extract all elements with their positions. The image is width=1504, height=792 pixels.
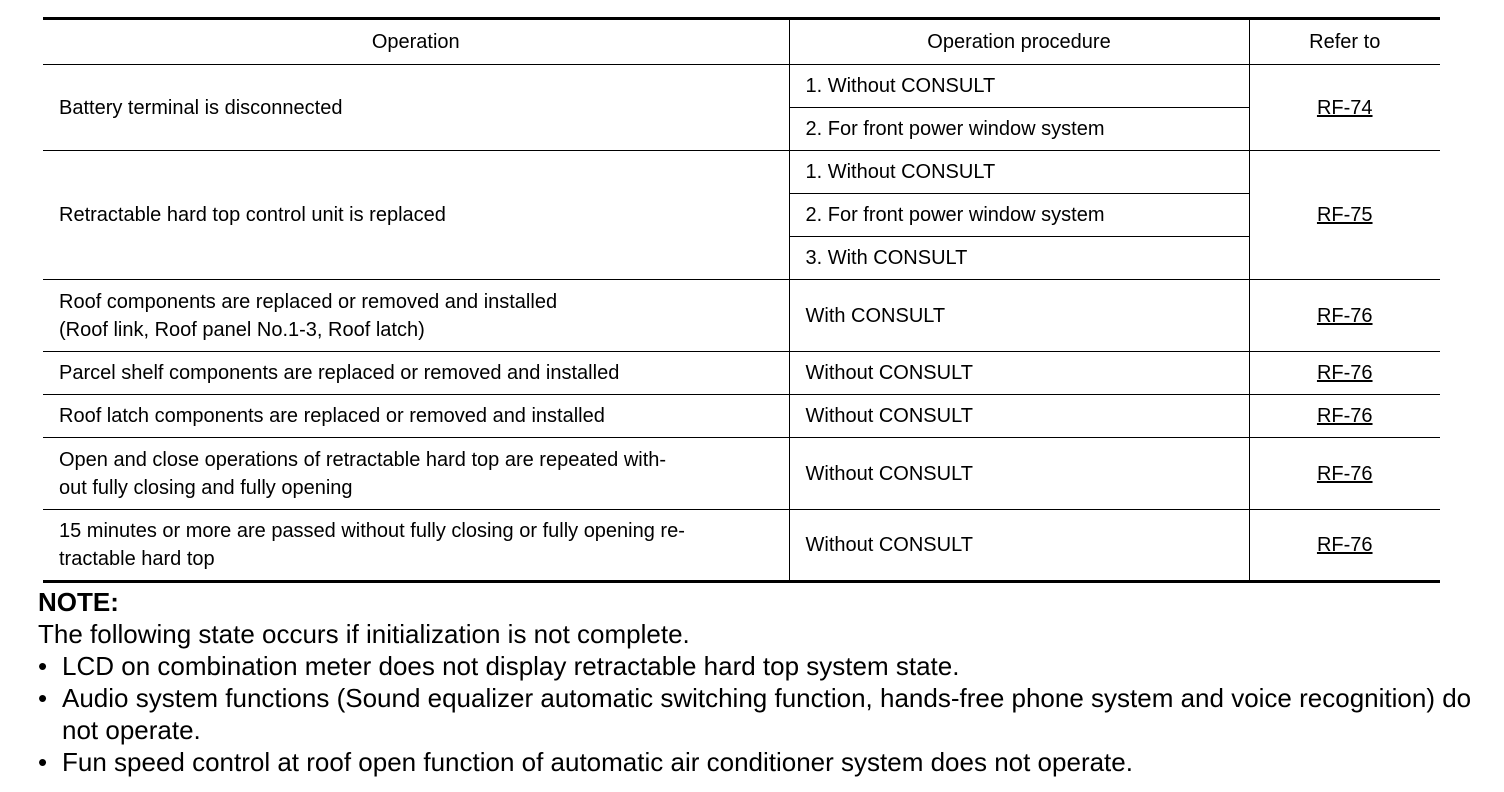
note-intro: The following state occurs if initialization is not complete.	[38, 619, 690, 649]
refer-cell	[1249, 65, 1440, 151]
header-operation: Operation	[43, 19, 789, 65]
table-row	[43, 395, 1440, 438]
operation-cell: Roof latch components are replaced or removed and installed	[43, 395, 789, 438]
procedure-cell: Without CONSULT	[805, 405, 973, 427]
refer-cell	[1249, 352, 1440, 395]
operation-line: out fully closing and fully opening	[59, 476, 353, 499]
refer-cell	[1249, 438, 1440, 510]
note-item	[38, 746, 1478, 778]
table-row	[43, 510, 1440, 582]
operation-line: (Roof link, Roof panel No.1-3, Roof latch)	[59, 318, 425, 341]
procedure-cell: With CONSULT	[805, 304, 946, 327]
operation-cell: Battery terminal is disconnected	[43, 65, 789, 151]
note-item-text: LCD on combination meter does not display retractable hard top system state.	[62, 651, 960, 681]
operation-line: 15 minutes or more are passed without fully closing or fully opening re-	[59, 520, 685, 542]
procedure-cell: 3. With CONSULT	[789, 237, 1249, 280]
operation-cell	[43, 438, 789, 510]
table-row	[43, 151, 1440, 194]
operation-line: Open and close operations of retractable hard top are repeated with-	[59, 448, 667, 471]
note-item	[38, 650, 1478, 682]
operations-table	[43, 17, 1440, 583]
header-refer: Refer to	[1309, 31, 1381, 53]
refer-cell	[1249, 151, 1440, 280]
operation-line: tractable hard top	[59, 548, 215, 570]
operation-cell: Parcel shelf components are replaced or removed and installed	[43, 352, 789, 395]
procedure-cell: 1. Without CONSULT	[805, 161, 996, 183]
note-section	[38, 586, 1478, 778]
header-procedure: Operation procedure	[789, 19, 1249, 65]
procedure-cell: 2. For front power window system	[789, 108, 1249, 151]
procedure-cell: 2. For front power window system	[789, 194, 1249, 237]
procedure-cell: 1. Without CONSULT	[805, 75, 996, 97]
refer-link[interactable]: RF-76	[1316, 462, 1373, 485]
procedure-cell: Without CONSULT	[805, 362, 973, 384]
note-title: NOTE:	[38, 587, 119, 617]
refer-link[interactable]: RF-76	[1316, 534, 1373, 556]
table-row	[43, 280, 1440, 352]
note-item-text: Fun speed control at roof open function of automatic air conditioner system does not operate.	[62, 747, 1133, 777]
operation-cell: Retractable hard top control unit is replaced	[43, 151, 789, 280]
table-row	[43, 438, 1440, 510]
refer-link[interactable]: RF-74	[1316, 96, 1373, 119]
refer-link[interactable]: RF-75	[1316, 204, 1373, 226]
table-header-row	[43, 19, 1440, 65]
procedure-cell: Without CONSULT	[805, 462, 973, 485]
note-list	[38, 650, 1478, 778]
bullet-icon: •	[38, 683, 48, 713]
procedure-cell: Without CONSULT	[805, 534, 973, 556]
note-item	[38, 682, 1478, 746]
bullet-icon: •	[38, 747, 48, 777]
table-row	[43, 352, 1440, 395]
operation-cell	[43, 280, 789, 352]
refer-link[interactable]: RF-76	[1316, 304, 1373, 327]
refer-link[interactable]: RF-76	[1316, 362, 1373, 384]
operation-cell	[43, 510, 789, 582]
table-row	[43, 65, 1440, 108]
refer-cell	[1249, 395, 1440, 438]
refer-cell	[1249, 510, 1440, 582]
operation-line: Roof components are replaced or removed and installed	[59, 290, 558, 313]
bullet-icon: •	[38, 651, 48, 681]
refer-link[interactable]: RF-76	[1316, 405, 1373, 427]
refer-cell	[1249, 280, 1440, 352]
note-item-text: Audio system functions (Sound equalizer automatic switching function, hands-free phone system and voice recognition) do not operate.	[62, 683, 1472, 745]
